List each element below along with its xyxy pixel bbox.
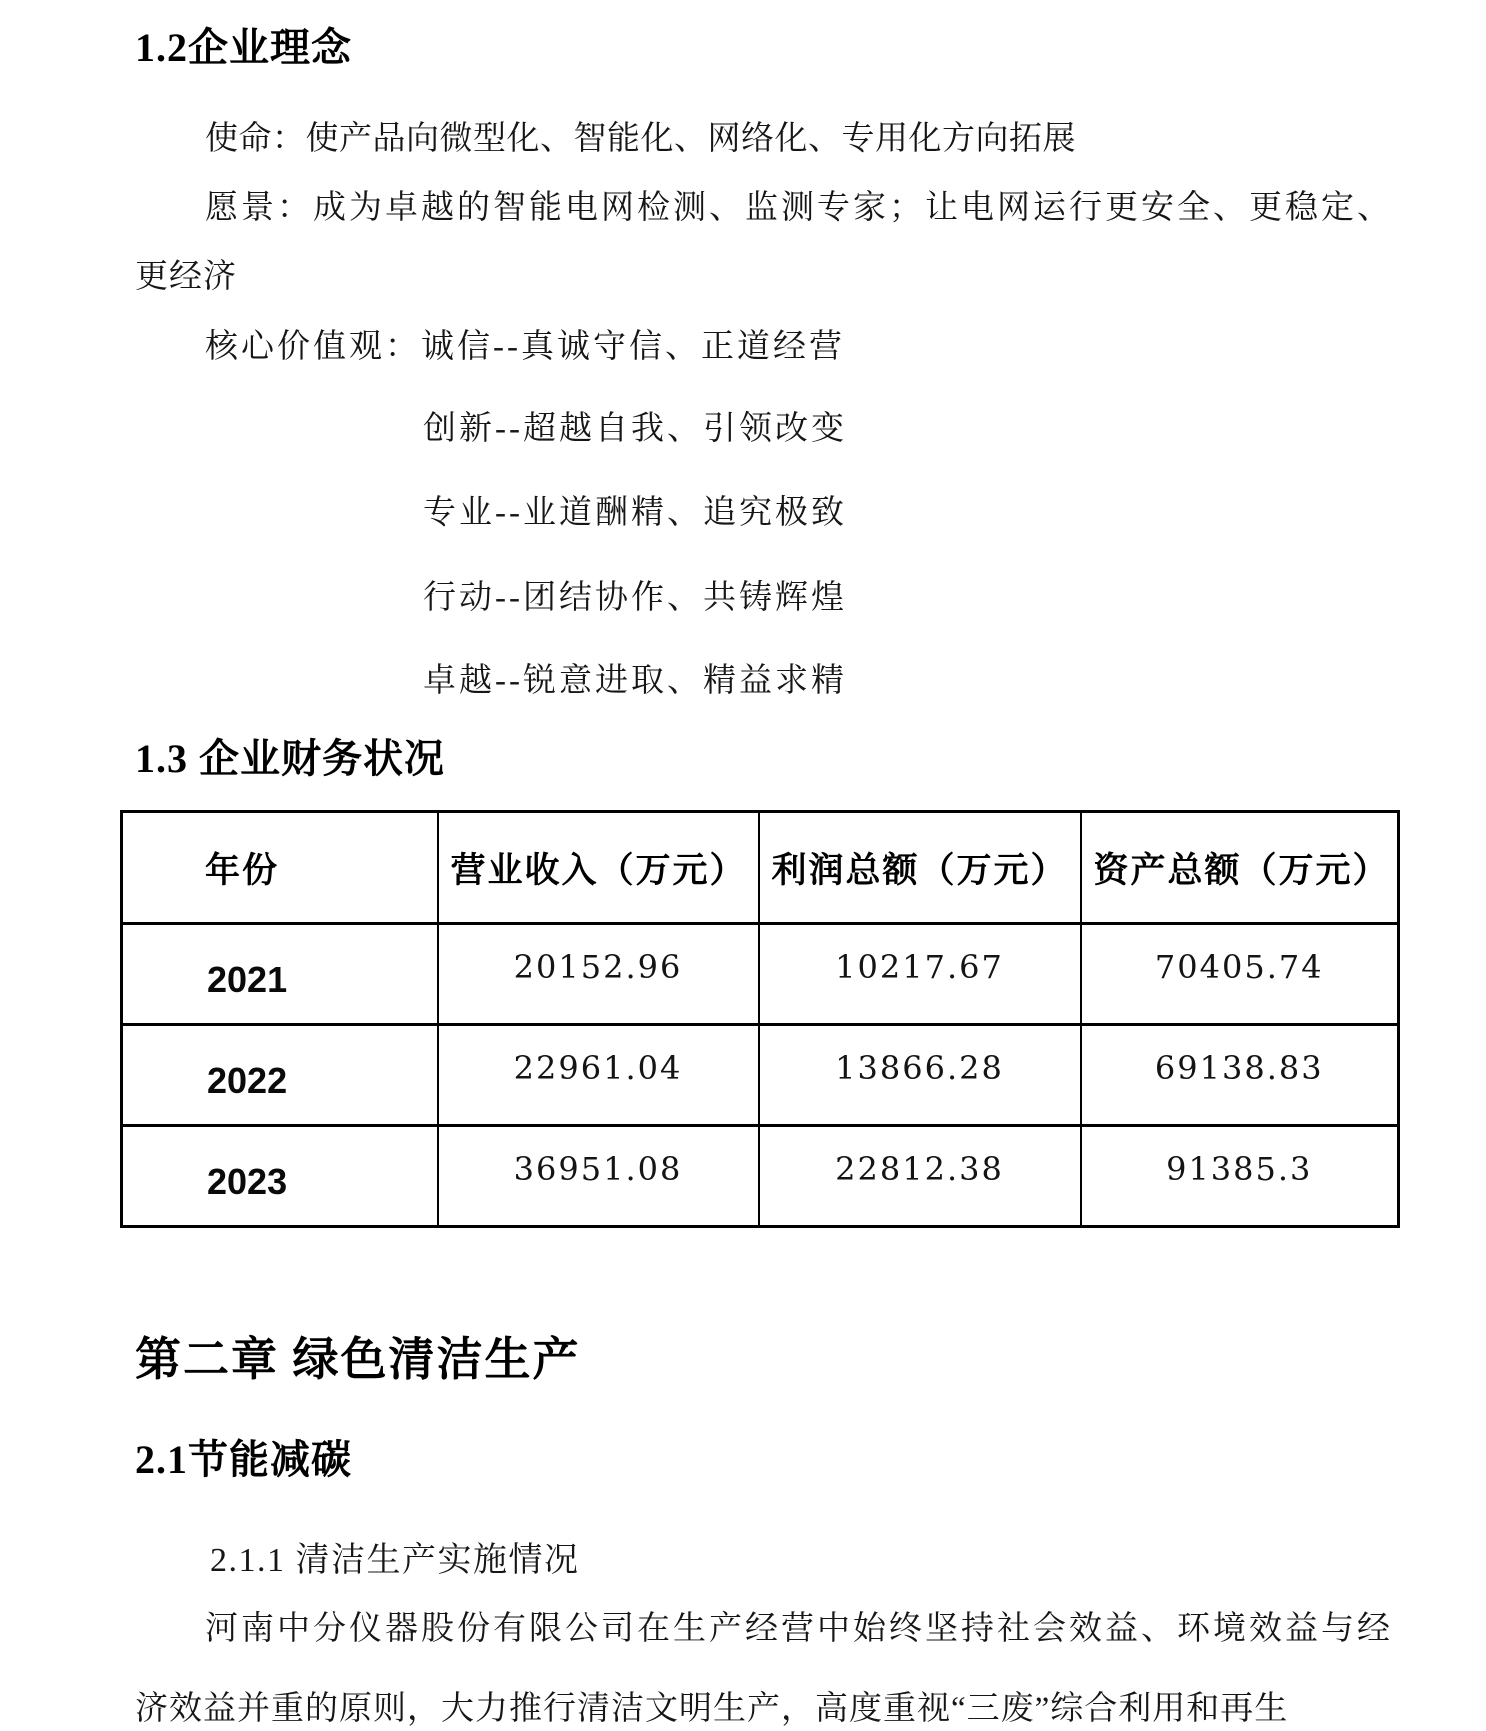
chapter-2-heading: 第二章 绿色清洁生产 (135, 1334, 581, 1385)
table-row (122, 924, 1399, 1025)
section-2-1-1-heading: 2.1.1 清洁生产实施情况 (210, 1542, 580, 1579)
section-1-2-heading: 1.2企业理念 (135, 25, 352, 70)
col-header-revenue: 营业收入（万元） (438, 812, 759, 924)
core-value-excellence: 卓越--锐意进取、精益求精 (423, 663, 847, 699)
section-2-1-heading: 2.1节能减碳 (135, 1437, 352, 1482)
assets-cell: 70405.74 (1081, 924, 1399, 1025)
mission-line: 使命：使产品向微型化、智能化、网络化、专用化方向拓展 (205, 121, 1076, 157)
assets-cell: 91385.3 (1081, 1126, 1399, 1227)
paragraph-line-2: 济效益并重的原则，大力推行清洁文明生产，高度重视“三废”综合利用和再生 (135, 1691, 1289, 1727)
col-header-year: 年份 (122, 812, 438, 924)
table-row (122, 1126, 1399, 1227)
assets-cell: 69138.83 (1081, 1025, 1399, 1126)
core-value-action: 行动--团结协作、共铸辉煌 (423, 580, 847, 616)
core-values-label: 核心价值观： (205, 329, 421, 365)
vision-line-1: 愿景：成为卓越的智能电网检测、监测专家；让电网运行更安全、更稳定、 (205, 190, 1393, 226)
profit-cell: 22812.38 (759, 1126, 1081, 1227)
table-header-row (122, 812, 1399, 924)
revenue-cell: 36951.08 (438, 1126, 759, 1227)
paragraph-line-1: 河南中分仪器股份有限公司在生产经营中始终坚持社会效益、环境效益与经 (205, 1611, 1393, 1647)
core-value-innovation: 创新--超越自我、引领改变 (423, 411, 847, 447)
revenue-cell: 20152.96 (438, 924, 759, 1025)
profit-cell: 13866.28 (759, 1025, 1081, 1126)
year-cell: 2023 (122, 1126, 438, 1227)
year-cell: 2022 (122, 1025, 438, 1126)
financial-table (120, 810, 1400, 1228)
section-1-3-heading: 1.3 企业财务状况 (135, 736, 445, 781)
profit-cell: 10217.67 (759, 924, 1081, 1025)
col-header-profit: 利润总额（万元） (759, 812, 1081, 924)
col-header-assets: 资产总额（万元） (1081, 812, 1399, 924)
year-cell: 2021 (122, 924, 438, 1025)
table-row (122, 1025, 1399, 1126)
core-values-line (205, 320, 845, 367)
core-value-professionalism: 专业--业道酬精、追究极致 (423, 495, 847, 531)
revenue-cell: 22961.04 (438, 1025, 759, 1126)
core-value-integrity: 诚信--真诚守信、正道经营 (421, 329, 845, 365)
vision-line-2: 更经济 (135, 259, 237, 295)
